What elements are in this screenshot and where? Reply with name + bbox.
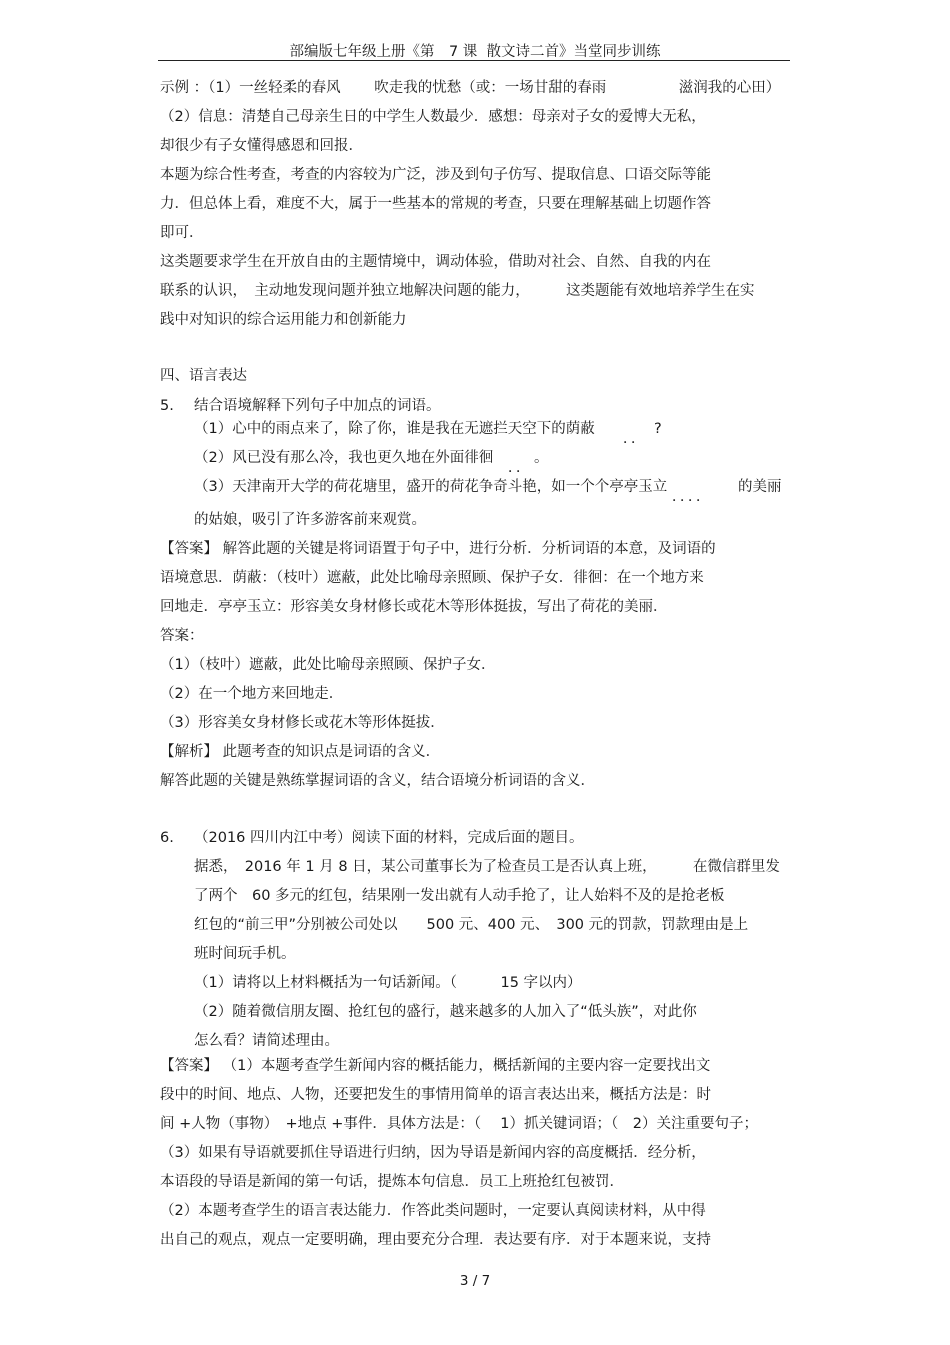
header-divider bbox=[158, 60, 790, 61]
page-number: 3 / 7 bbox=[459, 1273, 491, 1289]
q5-item-3: （3）天津南开大学的荷花塘里，盛开的荷花争奇斗艳，如一个个亭亭玉立 bbox=[194, 479, 668, 495]
q5-item-3-end: 的美丽 bbox=[738, 479, 782, 495]
emphasis-dots-3: ．．．． bbox=[672, 489, 711, 505]
q6-stem: （2016 四川内江中考）阅读下面的材料，完成后面的题目。 bbox=[194, 830, 584, 846]
q6-answer-2: 段中的时间、地点、人物，还要把发生的事情用简单的语言表达出来，概括方法是：时 bbox=[160, 1087, 711, 1103]
q5-answer-2: 语境意思．荫蔽：（枝叶）遮蔽，此处比喻母亲照顾、保护子女．徘徊：在一个地方来 bbox=[160, 570, 704, 586]
q5-item-1-end: ? bbox=[654, 421, 662, 437]
q5-answer-c: （3）形容美女身材修长或花木等形体挺拔． bbox=[160, 715, 445, 731]
info-line-1: （2）信息：清楚自己母亲生日的中学生人数最少．感想：母亲对子女的爱博大无私， bbox=[160, 109, 706, 125]
q6-answer-3: 间 +人物（事物） +地点 +事件．具体方法是：（ 1）抓关键词语；（ 2）关注重要句子； bbox=[160, 1116, 758, 1132]
q5-answer-1: 【答案】 解答此题的关键是将词语置于句子中，进行分析．分析词语的本意，及词语的 bbox=[160, 541, 716, 557]
note-line-1: 这类题要求学生在开放自由的主题情境中，调动体验，借助对社会、自然、自我的内在 bbox=[160, 254, 711, 270]
comment-line-1: 本题为综合性考查，考查的内容较为广泛，涉及到句子仿写、提取信息、口语交际等能 bbox=[160, 167, 711, 183]
q6-material-1: 据悉， 2016 年 1 月 8 日，某公司董事长为了检查员工是否认真上班， 在微信群里发 bbox=[194, 859, 780, 875]
comment-line-2: 力．但总体上看，难度不大，属于一些基本的常规的考查，只要在理解基础上切题作答 bbox=[160, 196, 711, 212]
comment-line-3: 即可． bbox=[160, 225, 204, 241]
q6-answer-4: （3）如果有导语就要抓住导语进行归纳，因为导语是新闻内容的高度概括．经分析， bbox=[160, 1145, 706, 1161]
q6-task-2a: （2）随着微信朋友圈、抢红包的盛行，越来越多的人加入了“低头族”，对此你 bbox=[194, 1004, 697, 1020]
q5-analysis-2: 解答此题的关键是熟练掌握词语的含义，结合语境分析词语的含义． bbox=[160, 773, 595, 789]
q6-number: 6. bbox=[160, 830, 174, 846]
q5-analysis-1: 【解析】 此题考查的知识点是词语的含义． bbox=[160, 744, 441, 760]
q6-task-1: （1）请将以上材料概括为一句话新闻。（ 15 字以内） bbox=[194, 975, 582, 991]
q5-answer-b: （2）在一个地方来回地走． bbox=[160, 686, 344, 702]
q5-item-2-end: 。 bbox=[534, 450, 549, 466]
q5-answer-label: 答案： bbox=[160, 628, 204, 644]
q6-answer-6: （2）本题考查学生的语言表达能力．作答此类问题时，一定要认真阅读材料，从中得 bbox=[160, 1203, 706, 1219]
note-line-2: 联系的认识， 主动地发现问题并独立地解决问题的能力， 这类题能有效地培养学生在实 bbox=[160, 283, 755, 299]
q5-stem: 结合语境解释下列句子中加点的词语。 bbox=[194, 398, 441, 414]
q5-answer-a: （1）（枝叶）遮蔽，此处比喻母亲照顾、保护子女． bbox=[160, 657, 496, 673]
example-line: 示例 ：（1）一丝轻柔的春风 吹走我的忧愁（或：一场甘甜的春雨 滋润我的心田） bbox=[160, 80, 781, 96]
page-header-title: 部编版七年级上册《第 7 课 散文诗二首》当堂同步训练 bbox=[289, 44, 661, 60]
q6-material-4: 班时间玩手机。 bbox=[194, 946, 296, 962]
q6-task-2b: 怎么看？请简述理由。 bbox=[194, 1033, 339, 1049]
emphasis-dots-2: ．． bbox=[508, 460, 531, 476]
q6-answer-5: 本语段的导语是新闻的第一句话，提炼本句信息．员工上班抢红包被罚． bbox=[160, 1174, 624, 1190]
q6-answer-7: 出自己的观点，观点一定要明确，理由要充分合理．表达要有序．对于本题来说，支持 bbox=[160, 1232, 711, 1248]
q6-answer-1: 【答案】 （1）本题考查学生新闻内容的概括能力，概括新闻的主要内容一定要找出文 bbox=[160, 1058, 711, 1074]
q6-material-3: 红包的“前三甲”分别被公司处以 500 元、400 元、 300 元的罚款，罚款理由是上 bbox=[194, 917, 749, 933]
q6-material-2: 了两个 60 多元的红包，结果刚一发出就有人动手抢了，让人始料不及的是抢老板 bbox=[194, 888, 725, 904]
info-line-2: 却很少有子女懂得感恩和回报． bbox=[160, 138, 363, 154]
emphasis-dots-1: ．． bbox=[623, 431, 646, 447]
q5-item-2: （2）风已没有那么冷，我也更久地在外面徘徊 bbox=[194, 450, 494, 466]
q5-item-1: （1）心中的雨点来了，除了你，谁是我在无遮拦天空下的荫蔽 bbox=[194, 421, 595, 437]
q5-number: 5. bbox=[160, 398, 174, 414]
note-line-3: 践中对知识的综合运用能力和创新能力 bbox=[160, 312, 407, 328]
section-heading: 四、语言表达 bbox=[160, 368, 247, 384]
q5-item-3-cont: 的姑娘，吸引了许多游客前来观赏。 bbox=[194, 512, 426, 528]
q5-answer-3: 回地走．亭亭玉立：形容美女身材修长或花木等形体挺拔，写出了荷花的美丽． bbox=[160, 599, 668, 615]
